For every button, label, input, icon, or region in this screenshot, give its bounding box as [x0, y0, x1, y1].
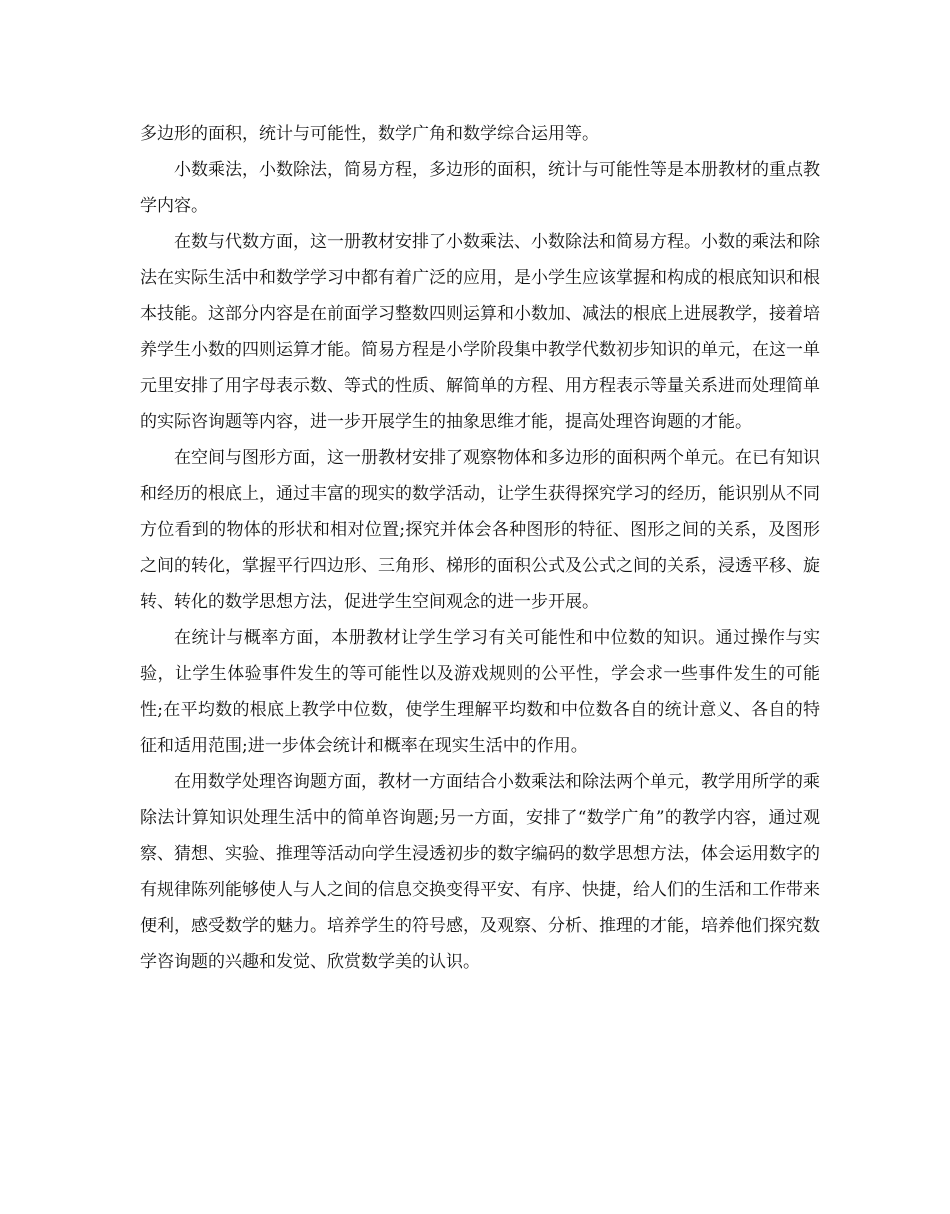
paragraph-continuation: 多边形的面积，统计与可能性，数学广角和数学综合运用等。 [140, 124, 599, 144]
paragraph-problem-solving: 在用数学处理咨询题方面，教材一方面结合小数乘法和除法两个单元，教学用所学的乘除法计算知识处理生活中的简单咨询题;另一方面，安排了“数学广角”的教学内容，通过观察、猜想、实验、推理等活动向学生浸透初步的数字编码的数学思想方法，体会运用数字的有规律陈列能够使人与人之间的信息交换变得平安、有序、快捷，给人们的生活和工作带来便利，感受数学的魅力。培养学生的符号感，及观察、分析、推理的才能，培养他们探究数学咨询题的兴趣和发觉、欣赏数学美的认识。 [140, 772, 820, 972]
paragraph-space-geometry: 在空间与图形方面，这一册教材安排了观察物体和多边形的面积两个单元。在已有知识和经历的根底上，通过丰富的现实的数学活动，让学生获得探究学习的经历，能识别从不同方位看到的物体的形状和相对位置;探究并体会各种图形的特征、图形之间的关系，及图形之间的转化，掌握平行四边形、三角形、梯形的面积公式及公式之间的关系，浸透平移、旋转、转化的数学思想方法，促进学生空间观念的进一步开展。 [140, 448, 820, 612]
paragraph-key-content: 小数乘法，小数除法，简易方程，多边形的面积，统计与可能性等是本册教材的重点教学内容。 [140, 160, 820, 216]
document-body [140, 116, 820, 980]
paragraph-number-algebra: 在数与代数方面，这一册教材安排了小数乘法、小数除法和简易方程。小数的乘法和除法在实际生活中和数学学习中都有着广泛的应用，是小学生应该掌握和构成的根底知识和根本技能。这部分内容是在前面学习整数四则运算和小数加、减法的根底上进展教学，接着培养学生小数的四则运算才能。简易方程是小学阶段集中教学代数初步知识的单元，在这一单元里安排了用字母表示数、等式的性质、解简单的方程、用方程表示等量关系进而处理简单的实际咨询题等内容，进一步开展学生的抽象思维才能，提高处理咨询题的才能。 [140, 232, 820, 432]
paragraph-statistics-probability: 在统计与概率方面，本册教材让学生学习有关可能性和中位数的知识。通过操作与实验，让学生体验事件发生的等可能性以及游戏规则的公平性，学会求一些事件发生的可能性;在平均数的根底上教学中位数，使学生理解平均数和中位数各自的统计意义、各自的特征和适用范围;进一步体会统计和概率在现实生活中的作用。 [140, 628, 820, 756]
